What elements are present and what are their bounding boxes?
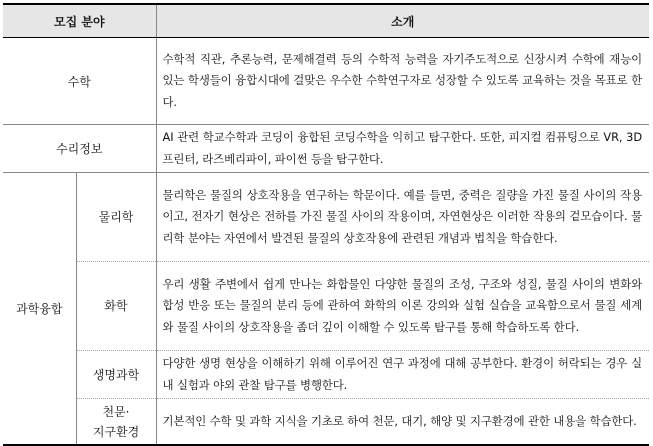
field-info: 수리정보	[3, 125, 156, 173]
subfield-earth-line2: 지구환경	[92, 424, 140, 439]
table-row-math	[3, 38, 649, 125]
desc-earth: 기본적인 수학 및 과학 지식을 기초로 하여 천문, 대기, 해양 및 지구환경에 관한 내용을 학습한다.	[156, 399, 649, 446]
table-row-chemistry	[3, 262, 649, 351]
table-row-info	[3, 125, 649, 173]
desc-chemistry: 우리 생활 주변에서 쉽게 만나는 화합물인 다양한 물질의 조성, 구조와 성질, 물질 사이의 변화와 합성 반응 또는 물질의 분리 등에 관하여 화학의 이론 강의와 실험 실습을 교육함으로서 물질 세계와 물질 사이의 상호작용을 좀더 깊이 이해할 수 있도록 탐구를 통해 학습하도록 한다.	[156, 262, 649, 351]
table-header-row	[3, 4, 649, 38]
header-intro: 소개	[156, 4, 649, 38]
table-row-earth	[3, 399, 649, 446]
table-row-life-science	[3, 351, 649, 399]
subfield-chemistry: 화학	[76, 262, 156, 351]
subfield-physics: 물리학	[76, 173, 156, 262]
desc-info: AI 관련 학교수학과 코딩이 융합된 코딩수학을 익히고 탐구한다. 또한, 피지컬 컴퓨팅으로 VR, 3D 프린터, 라즈베리파이, 파이썬 등을 탐구한다.	[156, 125, 649, 173]
recruitment-field-table	[3, 3, 649, 446]
field-math: 수학	[3, 38, 156, 125]
field-science: 과학융합	[3, 173, 76, 446]
desc-physics: 물리학은 물질의 상호작용을 연구하는 학문이다. 예를 들면, 중력은 질량을 가진 물질 사이의 작용이고, 전자기 현상은 전하를 가진 물질 사이의 작용이며, 자연현상은 이러한 작용의 겉모습이다. 물리학 분야는 자연에서 발견된 물질의 상호작용에 관련된 개념과 법칙을 학습한다.	[156, 173, 649, 262]
table-row-physics	[3, 173, 649, 262]
header-field: 모집 분야	[3, 4, 156, 38]
subfield-earth-line1: 천문·	[102, 404, 130, 419]
subfield-life-science: 생명과학	[76, 351, 156, 399]
subfield-earth	[76, 399, 156, 446]
desc-life-science: 다양한 생명 현상을 이해하기 위해 이루어진 연구 과정에 대해 공부한다. 환경이 허락되는 경우 실내 실험과 야외 관찰 탐구를 병행한다.	[156, 351, 649, 399]
desc-math: 수학적 직관, 추론능력, 문제해결력 등의 수학적 능력을 자기주도적으로 신장시켜 수학에 재능이 있는 학생들이 융합시대에 걸맞은 우수한 수학연구자로 성장할 수 있도록 교육하는 것을 목표로 한다.	[156, 38, 649, 125]
